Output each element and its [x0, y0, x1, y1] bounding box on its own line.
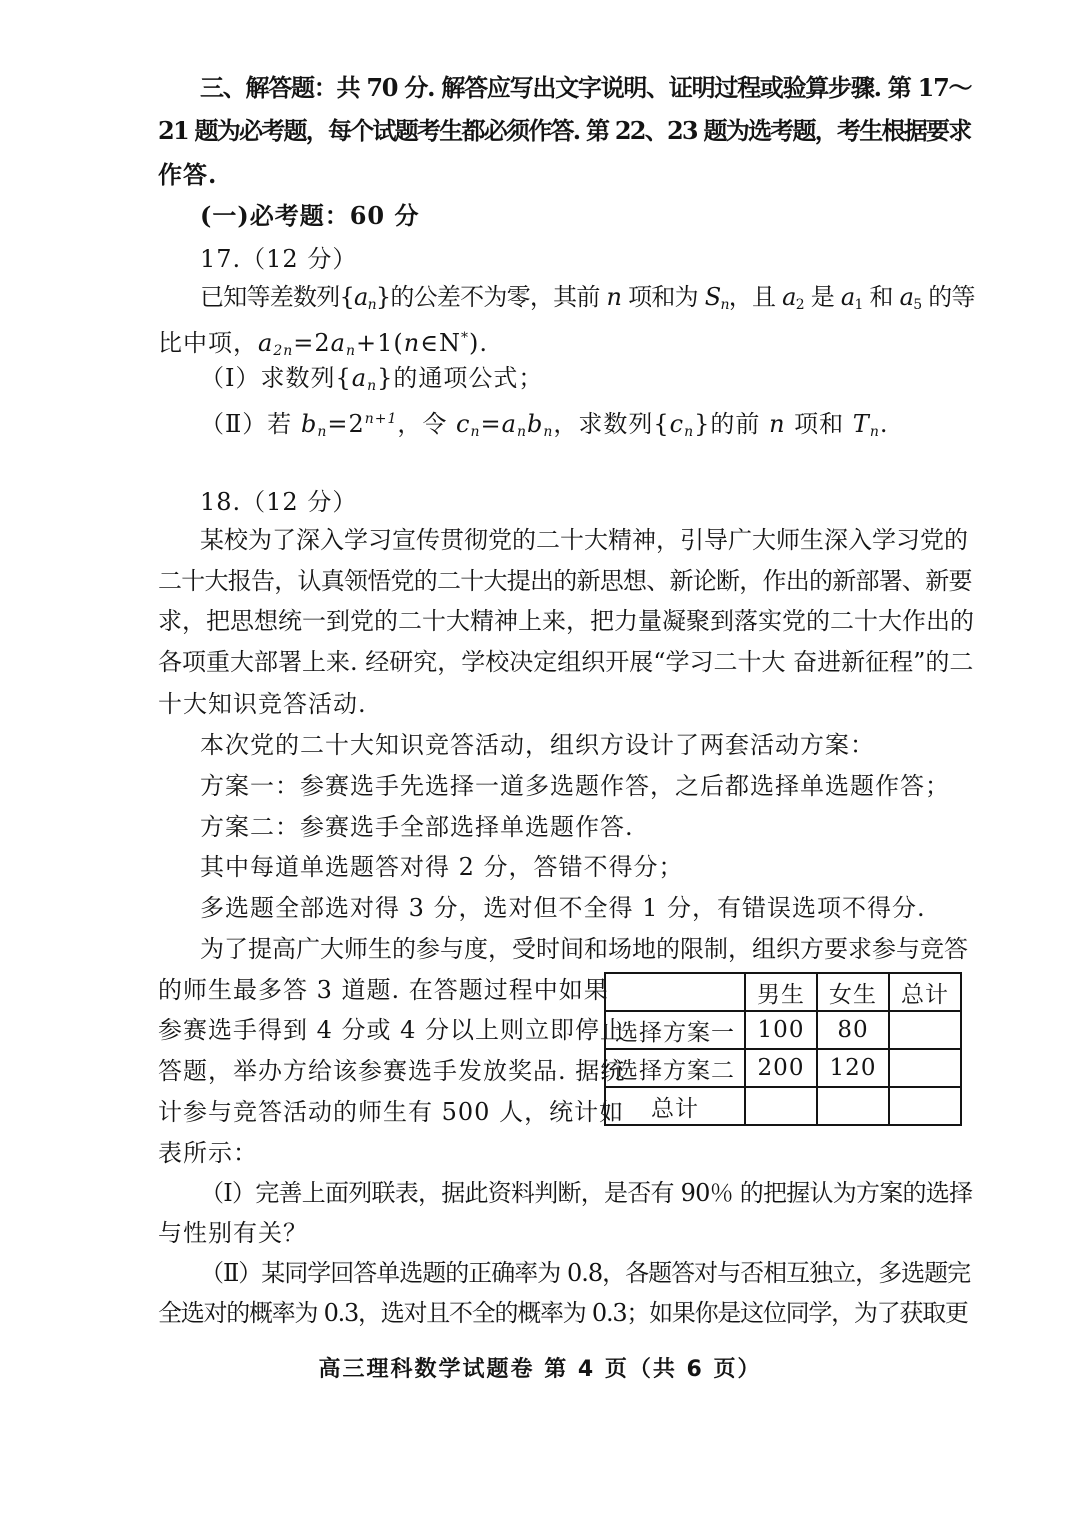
table-cell: 100: [745, 1011, 817, 1049]
table-header-row: [605, 973, 961, 1011]
table-row: [605, 1087, 961, 1125]
section-heading-line3: 作答.: [158, 160, 218, 189]
q18-part2-line2: 全选对的概率为 0.3，选对且不全的概率为 0.3；如果你是这位同学，为了获取更: [158, 1299, 968, 1327]
page-footer: 高三理科数学试题卷 第 4 页（共 6 页）: [318, 1357, 762, 1382]
table-cell: 120: [817, 1049, 889, 1087]
table-cell: [889, 1087, 961, 1125]
q18-para2: 本次党的二十大知识竞答活动，组织方设计了两套活动方案：: [200, 731, 875, 759]
q18-para1-line2: 二十大报告，认真领悟党的二十大提出的新思想、新论断，作出的新部署、新要: [158, 567, 972, 595]
q18-para7-line5: 计参与竞答活动的师生有 500 人，统计如: [158, 1098, 625, 1126]
table-cell: 200: [745, 1049, 817, 1087]
q18-multi-choice-rule: 多选题全部选对得 3 分，选对但不全得 1 分，有错误选项不得分.: [200, 894, 926, 922]
q18-para7-line1: 为了提高广大师生的参与度，受时间和场地的限制，组织方要求参与竞答: [200, 935, 968, 963]
q18-para7-line3: 参赛选手得到 4 分或 4 分以上则立即停止: [158, 1016, 626, 1044]
table-header-cell: 女生: [817, 973, 889, 1011]
q18-number: 18.（12 分）: [200, 488, 358, 516]
table-cell: 选择方案二: [605, 1049, 745, 1087]
table-cell: [745, 1087, 817, 1125]
table-header-cell: [605, 973, 745, 1011]
table-cell: [817, 1087, 889, 1125]
q18-plan-two: 方案二：参赛选手全部选择单选题作答.: [200, 813, 634, 841]
table-header-cell: 总计: [889, 973, 961, 1011]
q18-part1-line1: （Ⅰ）完善上面列联表，据此资料判断，是否有 90％ 的把握认为方案的选择: [200, 1179, 973, 1207]
q17-part2: （Ⅱ）若 $b_n=2^{n+1}$，令 $c_n=a_nb_n$，求数列$\{c_n\}$的前 n 项和 $T_n$.: [200, 410, 889, 440]
section-heading-line2: 21 题为必考题，每个试题考生都必须作答. 第 22、23 题为选考题，考生根据要求: [158, 116, 971, 145]
table-row: [605, 1049, 961, 1087]
q17-stem-line1: 已知等差数列$\{a_n\}$的公差不为零，其前 n 项和为 $S_n$，且 $a_2$ 是 $a_1$ 和 $a_5$ 的等: [200, 283, 975, 313]
contingency-table: [604, 972, 962, 1126]
q18-para7-line6: 表所示：: [158, 1139, 258, 1167]
q18-para1-line4: 各项重大部署上来. 经研究，学校决定组织开展“学习二十大 奋进新征程”的二: [158, 648, 974, 676]
q18-para1-line5: 十大知识竞答活动.: [158, 690, 367, 718]
table-cell: 80: [817, 1011, 889, 1049]
q17-stem-line2: 比中项，$a_{2n}=2a_n+1(n\in N^*)$.: [158, 329, 488, 359]
table-header-cell: 男生: [745, 973, 817, 1011]
table-cell: [889, 1049, 961, 1087]
table-row: [605, 1011, 961, 1049]
q18-part2-line1: （Ⅱ）某同学回答单选题的正确率为 0.8，各题答对与否相互独立，多选题完: [200, 1259, 971, 1287]
table-cell: [889, 1011, 961, 1049]
required-questions-label: (一)必考题：60 分: [200, 201, 420, 230]
section-heading-line1: 三、解答题：共 70 分. 解答应写出文字说明、证明过程或验算步骤. 第 17～: [200, 73, 972, 102]
q18-para7-line4: 答题，举办方给该参赛选手发放奖品. 据统: [158, 1057, 626, 1085]
q18-para7-line2: 的师生最多答 3 道题. 在答题过程中如果: [158, 976, 609, 1004]
q18-plan-one: 方案一：参赛选手先选择一道多选题作答，之后都选择单选题作答；: [200, 772, 950, 800]
q18-single-choice-rule: 其中每道单选题答对得 2 分，答错不得分；: [200, 853, 684, 881]
q18-para1-line3: 求，把思想统一到党的二十大精神上来，把力量凝聚到落实党的二十大作出的: [158, 607, 974, 635]
q17-number: 17.（12 分）: [200, 245, 358, 273]
q18-part1-line2: 与性别有关？: [158, 1219, 308, 1247]
q17-part1: （Ⅰ）求数列$\{a_n\}$的通项公式；: [200, 364, 544, 394]
table-cell: 总计: [605, 1087, 745, 1125]
table-cell: 选择方案一: [605, 1011, 745, 1049]
q18-para1-line1: 某校为了深入学习宣传贯彻党的二十大精神，引导广大师生深入学习党的: [200, 526, 968, 554]
